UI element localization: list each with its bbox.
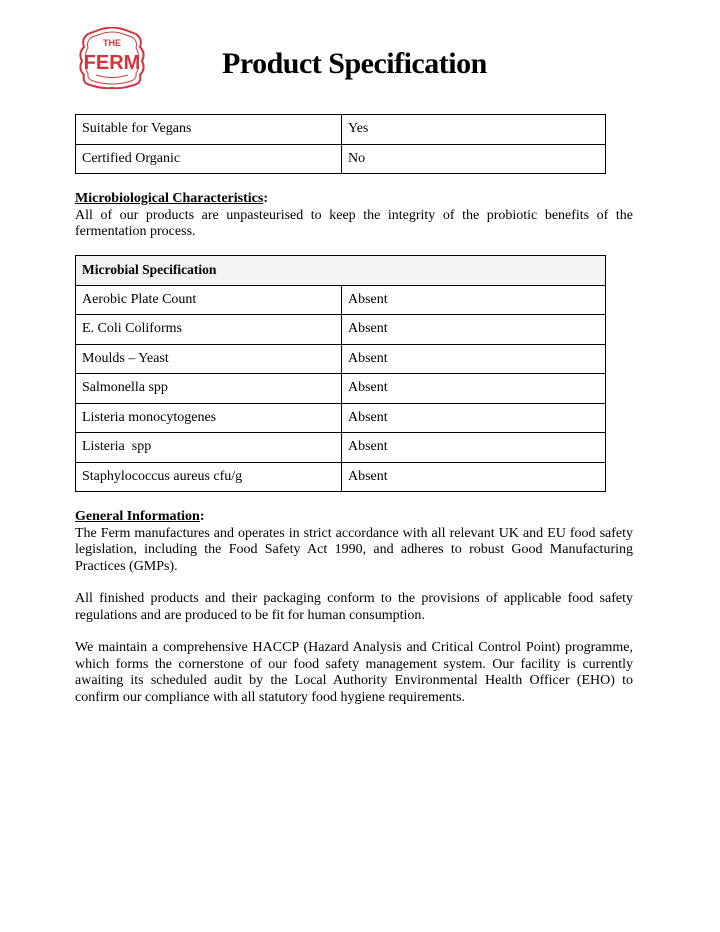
table-cell-label: Moulds – Yeast xyxy=(76,344,342,374)
table-row xyxy=(76,315,606,345)
table-cell-label: Certified Organic xyxy=(76,144,342,174)
table-cell-value: Absent xyxy=(342,462,606,492)
table-cell-label: Aerobic Plate Count xyxy=(76,285,342,315)
table-cell-label: Listeria spp xyxy=(76,433,342,463)
brand-logo xyxy=(76,27,148,89)
table-cell-value: Absent xyxy=(342,403,606,433)
logo-text-ferm: FERM xyxy=(83,52,141,74)
table-cell-label: Suitable for Vegans xyxy=(76,115,342,145)
page-title: Product Specification xyxy=(222,47,487,80)
table-cell-label: E. Coli Coliforms xyxy=(76,315,342,345)
properties-table xyxy=(75,114,606,174)
table-row xyxy=(76,374,606,404)
section-heading-general: General Information xyxy=(75,509,200,524)
general-paragraph: All finished products and their packaging conform to the provisions of applicable food safety regulations and are produced to be fit for human consumption. xyxy=(75,591,633,623)
table-header-cell: Microbial Specification xyxy=(76,256,606,286)
table-cell-value: Absent xyxy=(342,285,606,315)
microbiological-paragraph: Microbiological Characteristics: All of our products are unpasteurised to keep the integrity of the probiotic benefits of the fermentation process. xyxy=(75,191,633,239)
table-row xyxy=(76,433,606,463)
table-row xyxy=(76,344,606,374)
table-cell-value: Absent xyxy=(342,374,606,404)
section-heading-microbiological: Microbiological Characteristics xyxy=(75,191,264,206)
microbiological-section xyxy=(75,191,633,241)
logo-badge-graphic xyxy=(76,27,148,89)
table-cell-label: Staphylococcus aureus cfu/g xyxy=(76,462,342,492)
logo-text-the: THE xyxy=(103,38,121,48)
table-cell-value: Yes xyxy=(342,115,606,145)
table-row xyxy=(76,403,606,433)
general-information-section xyxy=(75,509,633,706)
table-cell-label: Listeria monocytogenes xyxy=(76,403,342,433)
table-cell-label: Salmonella spp xyxy=(76,374,342,404)
table-row xyxy=(76,285,606,315)
table-cell-value: Absent xyxy=(342,433,606,463)
table-header-row xyxy=(76,256,606,286)
table-cell-value: No xyxy=(342,144,606,174)
general-paragraph: General Information: The Ferm manufactures and operates in strict accordance with all relevant UK and EU food safety legislation, including the Food Safety Act 1990, and adheres to robust Good Manufacturing Practices (GMPs). xyxy=(75,509,633,574)
microbiological-text: All of our products are unpasteurised to keep the integrity of the probiotic benefits of the fermentation process. xyxy=(75,207,633,239)
microbial-spec-table xyxy=(75,255,606,492)
table-row xyxy=(76,144,606,174)
table-row xyxy=(76,115,606,145)
general-paragraph: We maintain a comprehensive HACCP (Hazard Analysis and Critical Control Point) programme, which forms the cornerstone of our food safety management system. Our facility is currently awaiting its scheduled audit by the Local Authority Environmental Health Officer (EHO) to confirm our compliance with all statutory food hygiene requirements. xyxy=(75,640,633,705)
table-row xyxy=(76,462,606,492)
table-cell-value: Absent xyxy=(342,344,606,374)
table-cell-value: Absent xyxy=(342,315,606,345)
general-text: The Ferm manufactures and operates in strict accordance with all relevant UK and EU food safety legislation, including the Food Safety Act 1990, and adheres to robust Good Manufacturing Practices (GMPs). xyxy=(75,525,633,574)
